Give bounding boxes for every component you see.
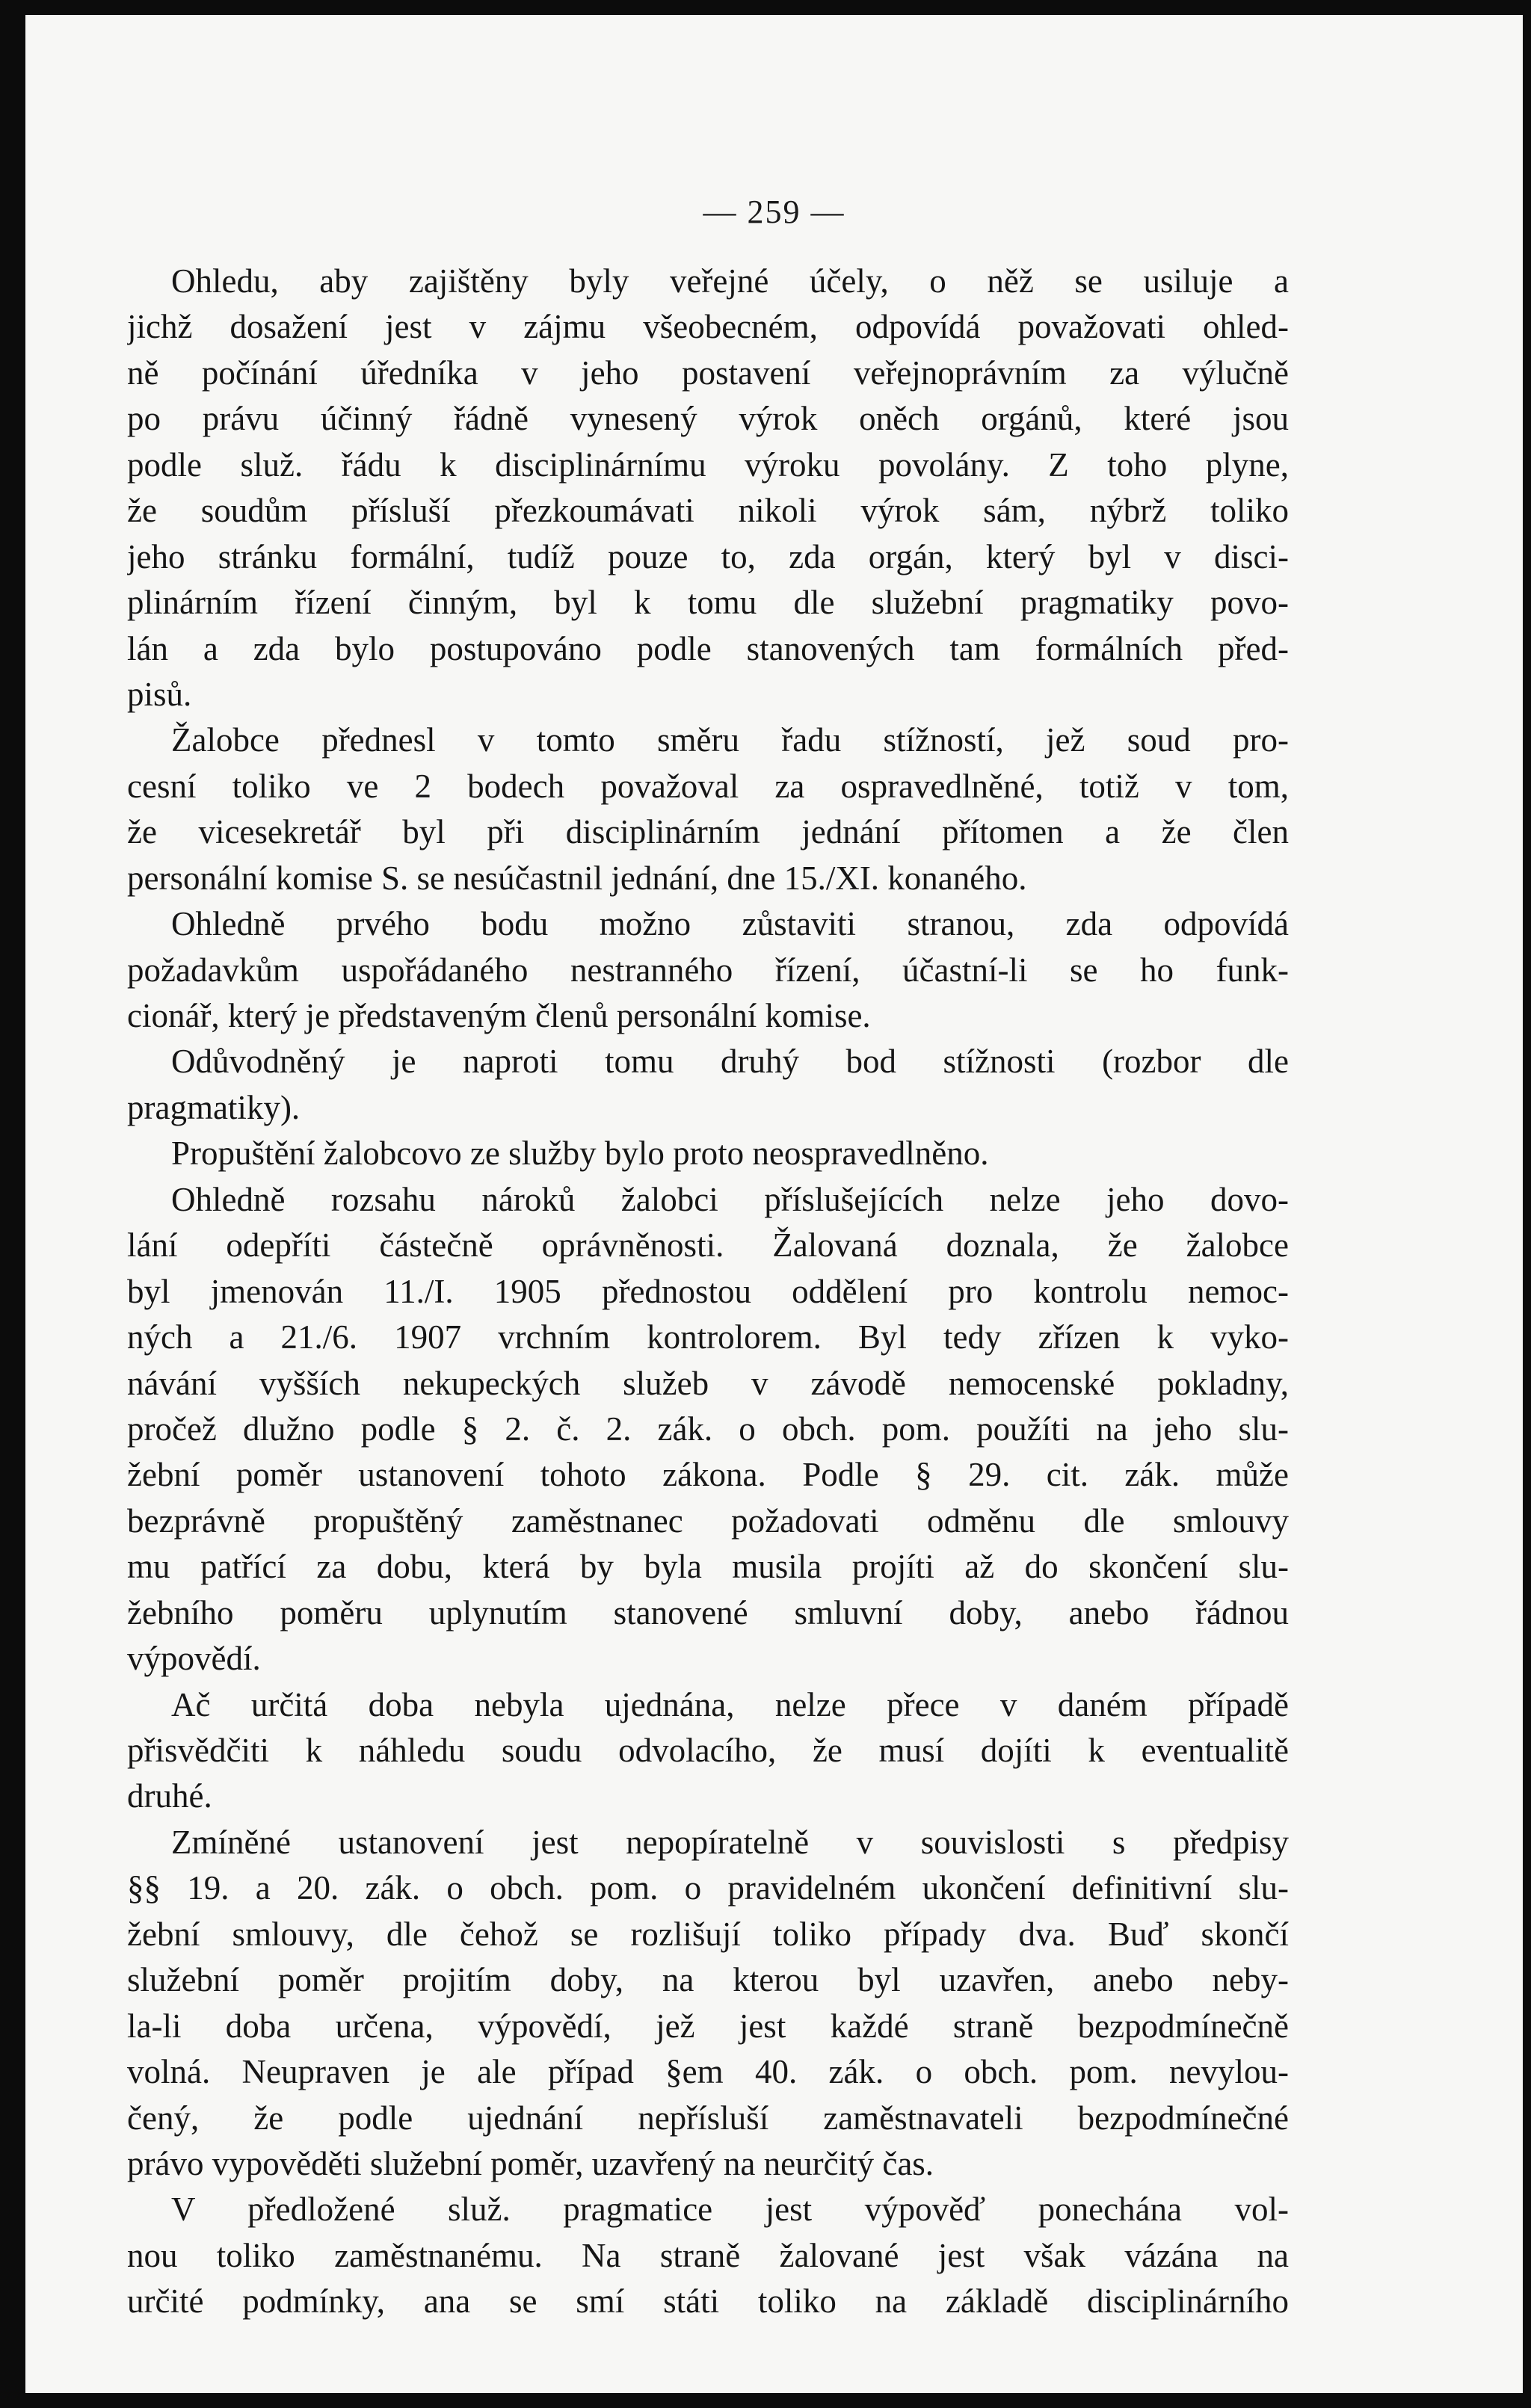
text-line: volná. Neupraven je ale případ §em 40. zák. o obch. pom. nevylou- xyxy=(127,2053,1289,2091)
text-line: výpovědí. xyxy=(127,1640,261,1678)
text-line: lán a zda bylo postupováno podle stanovených tam formálních před- xyxy=(127,629,1289,667)
text-line: pročež dlužno podle § 2. č. 2. zák. o obch. pom. použíti na jeho slu- xyxy=(127,1410,1289,1448)
text-line: služební poměr projitím doby, na kterou byl uzavřen, anebo neby- xyxy=(127,1961,1289,1999)
text-line: jeho stránku formální, tudíž pouze to, zda orgán, který byl v disci- xyxy=(127,537,1289,575)
text-line: požadavkům uspořádaného nestranného řízení, účastní-li se ho funk- xyxy=(127,951,1289,989)
text-line: Ač určitá doba nebyla ujednána, nelze přece v daném případě xyxy=(171,1685,1289,1723)
text-line: lání odepříti částečně oprávněnosti. Žalovaná doznala, že žalobce xyxy=(127,1226,1289,1265)
text-line: ných a 21./6. 1907 vrchním kontrolorem. Byl tedy zřízen k vyko- xyxy=(127,1318,1289,1356)
text-line: mu patřící za dobu, která by byla musila projíti až do skončení slu- xyxy=(127,1548,1289,1586)
text-line: cesní toliko ve 2 bodech považoval za ospravedlněné, totiž v tom, xyxy=(127,767,1289,805)
text-line: že vicesekretář byl při disciplinárním jednání přítomen a že člen xyxy=(127,813,1289,851)
text-line: jichž dosažení jest v zájmu všeobecném, odpovídá považovati ohled- xyxy=(127,308,1289,346)
text-line: přisvědčiti k náhledu soudu odvolacího, že musí dojíti k eventualitě xyxy=(127,1732,1289,1769)
text-line: pragmatiky). xyxy=(127,1088,301,1126)
text-line: V předložené služ. pragmatice jest výpověď ponechána vol- xyxy=(171,2191,1289,2229)
text-line: byl jmenován 11./I. 1905 přednostou oddělení pro kontrolu nemoc- xyxy=(127,1272,1289,1310)
text-line: plinárním řízení činným, byl k tomu dle služební pragmatiky povo- xyxy=(127,584,1289,622)
page-number: — 259 — xyxy=(703,194,845,230)
text-line: Ohledu, aby zajištěny byly veřejné účely, o něž se usiluje a xyxy=(171,262,1289,300)
text-line: že soudům přísluší přezkoumávati nikoli výrok sám, nýbrž toliko xyxy=(127,492,1289,530)
text-line: pisů. xyxy=(127,675,192,713)
text-line: nou toliko zaměstnanému. Na straně žalované jest však vázána na xyxy=(127,2236,1289,2274)
text-line: podle služ. řádu k disciplinárnímu výroku povolány. Z toho plyne, xyxy=(127,445,1289,484)
text-line: Ohledně rozsahu nároků žalobci příslušejících nelze jeho dovo- xyxy=(171,1180,1289,1218)
text-line: čený, že podle ujednání nepřísluší zaměstnavateli bezpodmínečné xyxy=(127,2099,1289,2137)
text-line: Propuštění žalobcovo ze služby bylo proto neospravedlněno. xyxy=(171,1134,989,1173)
text-line: určité podmínky, ana se smí státi toliko na základě disciplinárního xyxy=(127,2282,1289,2321)
text-line: §§ 19. a 20. zák. o obch. pom. o pravidelném ukončení definitivní slu- xyxy=(127,1869,1289,1907)
text-line: žební smlouvy, dle čehož se rozlišují toliko případy dva. Buď skončí xyxy=(127,1915,1289,1953)
text-line: Ohledně prvého bodu možno zůstaviti stranou, zda odpovídá xyxy=(171,905,1289,943)
text-line: Odůvodněný je naproti tomu druhý bod stížnosti (rozbor dle xyxy=(171,1043,1289,1081)
text-line: druhé. xyxy=(127,1777,212,1815)
text-line: bezprávně propuštěný zaměstnanec požadovati odměnu dle smlouvy xyxy=(127,1501,1289,1540)
text-line: žebního poměru uplynutím stanovené smluvní doby, anebo řádnou xyxy=(127,1593,1289,1631)
text-line: žební poměr ustanovení tohoto zákona. Podle § 29. cit. zák. může xyxy=(127,1456,1289,1494)
body-text xyxy=(127,259,1289,2325)
text-line: cionář, který je představeným členů personální komise. xyxy=(127,997,871,1034)
text-line: po právu účinný řádně vynesený výrok oněch orgánů, které jsou xyxy=(127,400,1289,438)
text-line: právo vypověděti služební poměr, uzavřený na neurčitý čas. xyxy=(127,2144,934,2182)
text-line: návání vyšších nekupeckých služeb v závodě nemocenské pokladny, xyxy=(127,1364,1289,1402)
book-page xyxy=(25,15,1523,2393)
text-line: Žalobce přednesl v tomto směru řadu stížností, jež soud pro- xyxy=(171,721,1289,759)
text-line: ně počínání úředníka v jeho postavení veřejnoprávním za výlučně xyxy=(127,354,1289,392)
text-line: personální komise S. se nesúčastnil jednání, dne 15./XI. konaného. xyxy=(127,859,1027,897)
text-line: Zmíněné ustanovení jest nepopíratelně v souvislosti s předpisy xyxy=(171,1823,1289,1861)
text-line: la-li doba určena, výpovědí, jež jest každé straně bezpodmínečně xyxy=(127,2007,1289,2045)
